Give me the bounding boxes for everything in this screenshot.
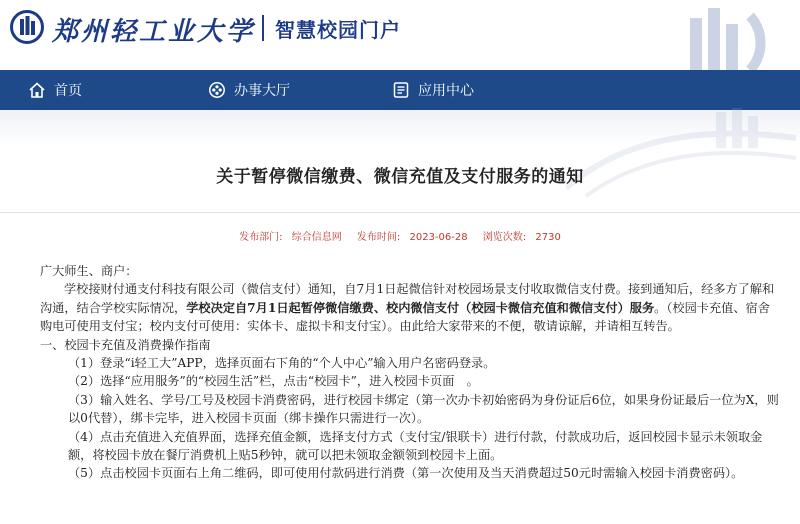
publisher-value: 综合信息网	[291, 232, 342, 243]
step-3: （3）输入姓名、学号/工号及校园卡消费密码，进行校园卡绑定（第一次办卡初始密码为身份证后6位，如果身份证最后一位为X，则以0代替），绑卡完毕，进入校园卡页面（绑卡操作只需进行一次）。	[68, 392, 779, 426]
nav-service-hall-label: 办事大厅	[234, 83, 290, 99]
article-body	[40, 262, 780, 483]
nav-home-label: 首页	[54, 83, 82, 99]
app-center-icon	[392, 81, 410, 99]
main-nav	[0, 70, 800, 110]
section-heading: 一、校园卡充值及消费操作指南	[40, 337, 211, 352]
article-meta	[0, 228, 800, 243]
step-4: （4）点击充值进入充值界面，选择充值金额，选择支付方式（支付宝/银联卡）进行付款，付款成功后，返回校园卡显示未领取金额，将校园卡放在餐厅消费机上贴5秒钟，就可以把未领取金额领到校园卡上面。	[68, 429, 763, 463]
publish-time-value: 2023-06-28	[409, 232, 468, 243]
service-hall-icon	[208, 81, 226, 99]
step-2: （2）选择“应用服务”的“校园生活”栏，点击“校园卡”，进入校园卡页面 。	[68, 374, 479, 389]
school-name: 郑州轻工业大学	[52, 17, 256, 47]
portal-name: 智慧校园门户	[275, 18, 401, 42]
nav-home[interactable]	[28, 70, 82, 110]
notice-text-c: 。（校园卡充值、宿舍购电可使用支付宝；校内支付可使用：实体卡、虚拟卡和支付宝）。由此给大家带来的不便，敬请谅解，并请相互转告。	[40, 300, 770, 334]
nav-app-center-label: 应用中心	[418, 83, 474, 99]
publisher-label: 发布部门:	[239, 232, 283, 243]
paragraph-notice	[40, 280, 780, 335]
view-count-label: 浏览次数:	[482, 232, 527, 243]
views-group	[480, 232, 564, 243]
notice-text-bold: 学校决定自7月1日起暂停微信缴费、校内微信支付（校园卡微信充值和微信支付）服务	[186, 300, 655, 315]
logo-watermark-icon	[672, 8, 782, 70]
university-logo-icon	[10, 10, 44, 44]
publisher-group	[236, 232, 345, 243]
nav-app-center[interactable]	[392, 70, 474, 110]
site-header	[0, 0, 800, 70]
time-group	[354, 232, 471, 243]
article-title: 关于暂停微信缴费、微信充值及支付服务的通知	[216, 167, 584, 187]
step-1: （1）登录“i轻工大”APP，选择页面右下角的“个人中心”输入用户名密码登录。	[68, 356, 496, 371]
view-count-value: 2730	[535, 232, 561, 243]
step-5: （5）点击校园卡页面右上角二维码，即可使用付款码进行消费（第一次使用及当天消费超过50元时需输入校园卡消费密码）。	[68, 466, 744, 481]
publish-time-label: 发布时间:	[356, 232, 401, 243]
logo-divider	[262, 15, 264, 41]
greeting: 广大师生、商户：	[40, 264, 138, 278]
home-icon	[28, 81, 46, 99]
title-divider	[0, 212, 800, 213]
notice-text-a: 学校接财付通支付科技有限公司（微信支付）通知，自7月1日起微信针对校园场景支付收取微信支付费。接到通知后，经多方了解和沟通，结合学校实际情况，	[40, 282, 775, 315]
nav-service-hall[interactable]	[208, 70, 290, 110]
